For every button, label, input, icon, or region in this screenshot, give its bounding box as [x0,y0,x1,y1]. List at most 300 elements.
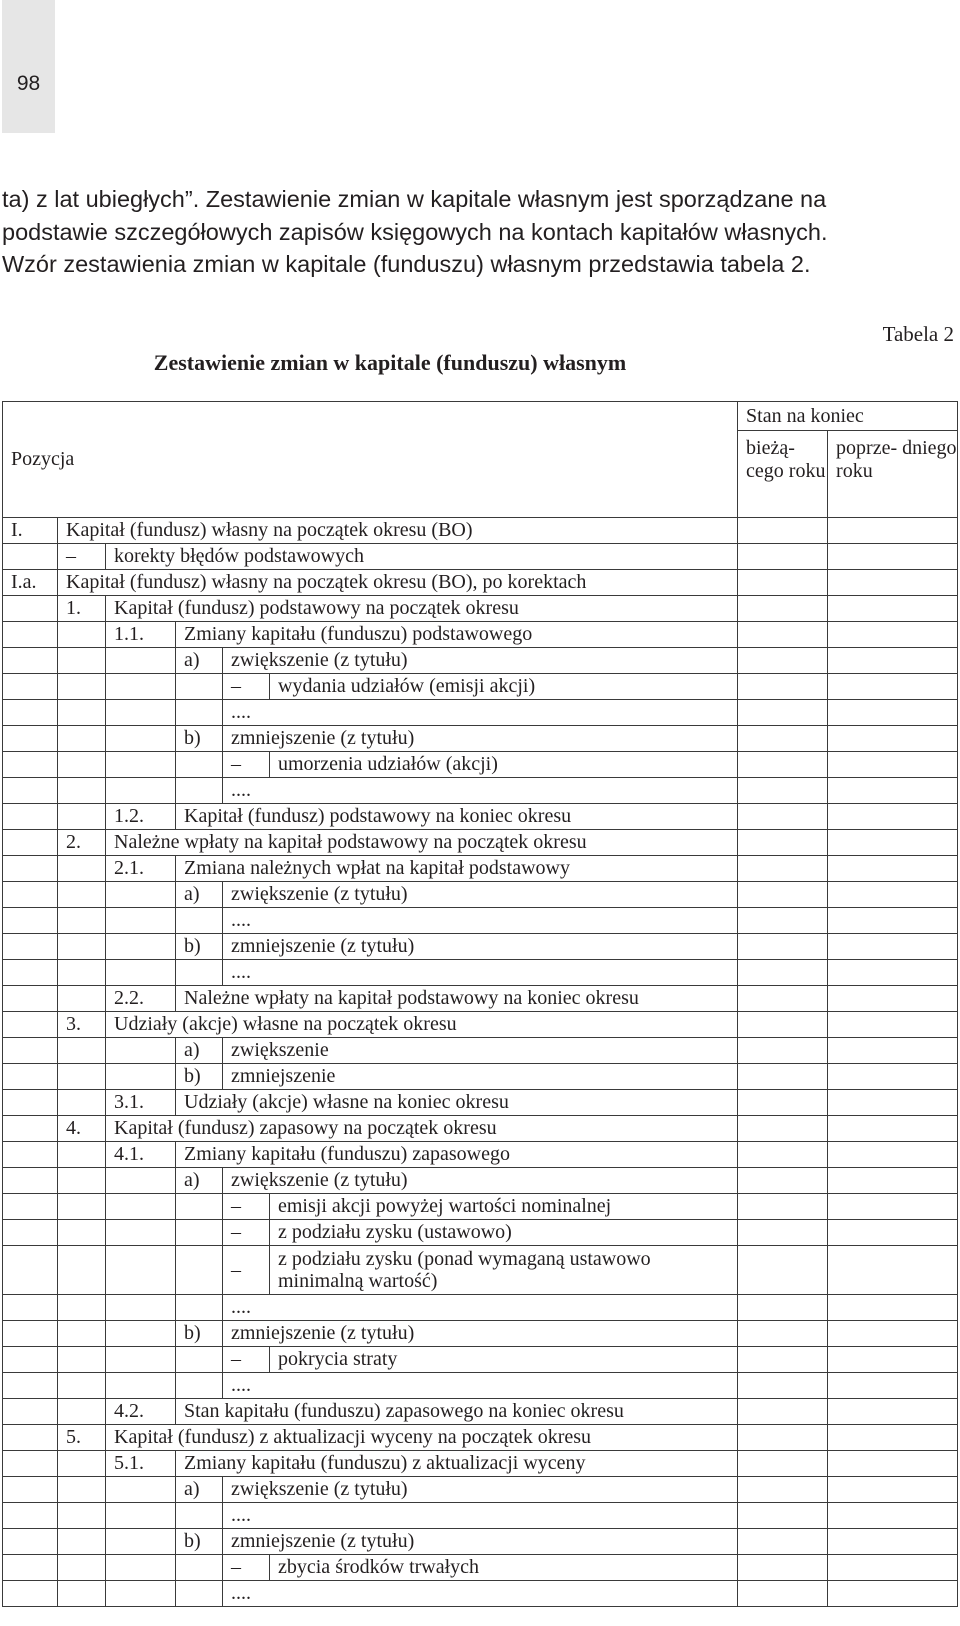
row-number [58,1295,106,1321]
current-year-cell [738,622,828,648]
row-number: 5.1. [106,1451,176,1477]
row-number [58,1503,106,1529]
table-row [3,882,958,908]
row-number [3,856,58,882]
previous-year-cell [828,518,958,544]
row-number [106,1064,176,1090]
row-number [3,752,58,778]
row-number [58,622,106,648]
row-number [176,674,223,700]
previous-year-cell [828,1220,958,1246]
row-number [106,1246,176,1295]
table-row [3,1555,958,1581]
table-row [3,596,958,622]
current-year-cell [738,1142,828,1168]
row-label: Kapitał (fundusz) z aktualizacji wyceny na początek okresu [106,1425,738,1451]
table-row [3,570,958,596]
row-number [176,1246,223,1295]
row-number [58,700,106,726]
row-number [3,1321,58,1347]
table-row [3,648,958,674]
row-number [3,1529,58,1555]
row-number: – [223,674,270,700]
row-number [176,778,223,804]
row-number [106,752,176,778]
table-row [3,960,958,986]
row-label: zbycia środków trwałych [270,1555,738,1581]
row-number: a) [176,1168,223,1194]
current-year-cell [738,752,828,778]
row-number: 2.1. [106,856,176,882]
row-label: zwiększenie (z tytułu) [223,648,738,674]
row-number [58,1581,106,1607]
previous-year-cell [828,908,958,934]
row-number [58,908,106,934]
row-number [3,1503,58,1529]
current-year-cell [738,570,828,596]
row-number: 1.2. [106,804,176,830]
row-number [106,1038,176,1064]
row-number [106,908,176,934]
previous-year-cell [828,804,958,830]
table-title: Zestawienie zmian w kapitale (funduszu) własnym [153,350,627,375]
row-number [3,1373,58,1399]
row-number [176,1503,223,1529]
row-label: .... [223,908,738,934]
row-number [106,1581,176,1607]
row-label: .... [223,1581,738,1607]
row-number [3,1246,58,1295]
row-number: 3. [58,1012,106,1038]
table-row [3,622,958,648]
row-number [176,1347,223,1373]
current-year-cell [738,856,828,882]
table-row [3,1220,958,1246]
current-year-cell [738,882,828,908]
table-row [3,752,958,778]
table-row [3,1321,958,1347]
row-number [3,700,58,726]
current-year-cell [738,674,828,700]
table-row [3,986,958,1012]
previous-year-cell [828,986,958,1012]
row-number [58,804,106,830]
row-number: – [223,1246,270,1295]
row-label: .... [223,1295,738,1321]
row-number: b) [176,1529,223,1555]
table-row [3,908,958,934]
row-number [106,700,176,726]
table-row [3,700,958,726]
previous-year-cell [828,1194,958,1220]
row-label: zmniejszenie (z tytułu) [223,1529,738,1555]
table-row [3,518,958,544]
current-year-cell [738,1399,828,1425]
row-number: 4. [58,1116,106,1142]
row-number [3,1194,58,1220]
row-number [3,648,58,674]
current-year-cell [738,726,828,752]
row-label: Zmiany kapitału (funduszu) zapasowego [176,1142,738,1168]
row-label: Kapitał (fundusz) własny na początek okresu (BO) [58,518,738,544]
row-number [3,596,58,622]
previous-year-cell [828,882,958,908]
row-number [3,1555,58,1581]
row-number [106,1529,176,1555]
previous-year-cell [828,1295,958,1321]
previous-year-cell [828,1321,958,1347]
previous-year-cell [828,1555,958,1581]
row-number: 4.1. [106,1142,176,1168]
row-number [106,674,176,700]
table-row [3,1477,958,1503]
previous-year-cell [828,1373,958,1399]
row-number [3,934,58,960]
row-number [58,1529,106,1555]
table-row [3,1194,958,1220]
current-year-cell [738,1373,828,1399]
row-number [58,1038,106,1064]
row-label: Zmiana należnych wpłat na kapitał podstawowy [176,856,738,882]
row-number: I. [3,518,58,544]
row-number [176,1373,223,1399]
row-number [106,1220,176,1246]
current-year-cell [738,1477,828,1503]
row-number [58,1477,106,1503]
row-number [58,1399,106,1425]
current-year-cell [738,1194,828,1220]
row-number [3,1168,58,1194]
row-number [3,1295,58,1321]
previous-year-cell [828,856,958,882]
row-label: Udziały (akcje) własne na początek okresu [106,1012,738,1038]
row-number: b) [176,1064,223,1090]
table-row [3,1246,958,1295]
current-year-cell [738,934,828,960]
row-number [176,752,223,778]
current-year-cell [738,778,828,804]
row-label: Stan kapitału (funduszu) zapasowego na koniec okresu [176,1399,738,1425]
row-number [106,1168,176,1194]
previous-year-cell [828,1038,958,1064]
row-label: z podziału zysku (ustawowo) [270,1220,738,1246]
previous-year-cell [828,830,958,856]
row-number [58,1168,106,1194]
row-number [106,1295,176,1321]
row-number [58,1321,106,1347]
row-label: zwiększenie (z tytułu) [223,1477,738,1503]
row-number [58,1090,106,1116]
row-number [58,960,106,986]
header-position: Pozycja [3,402,738,518]
previous-year-cell [828,674,958,700]
row-number: 2. [58,830,106,856]
row-label: Udziały (akcje) własne na koniec okresu [176,1090,738,1116]
row-number [3,674,58,700]
row-number [3,882,58,908]
intro-paragraph [2,183,952,281]
row-number [176,1295,223,1321]
table-label: Tabela 2 [882,322,954,346]
previous-year-cell [828,1477,958,1503]
previous-year-cell [828,700,958,726]
current-year-cell [738,518,828,544]
intro-line: podstawie szczegółowych zapisów księgowych na kontach kapitałów własnych. [2,218,828,245]
previous-year-cell [828,648,958,674]
current-year-cell [738,1168,828,1194]
table-row [3,934,958,960]
row-number [3,1038,58,1064]
row-number: – [223,752,270,778]
row-number [3,778,58,804]
previous-year-cell [828,960,958,986]
current-year-cell [738,1220,828,1246]
previous-year-cell [828,596,958,622]
row-label: Kapitał (fundusz) zapasowy na początek okresu [106,1116,738,1142]
row-label: z podziału zysku (ponad wymaganą ustawowo minimalną wartość) [270,1246,738,1295]
row-number: 1.1. [106,622,176,648]
row-number [3,1064,58,1090]
row-number [3,544,58,570]
row-number [58,1220,106,1246]
row-number [58,726,106,752]
row-number [3,622,58,648]
previous-year-cell [828,1142,958,1168]
row-number [106,1477,176,1503]
table-row [3,1090,958,1116]
table-row [3,1503,958,1529]
row-number: b) [176,726,223,752]
current-year-cell [738,908,828,934]
row-number: I.a. [3,570,58,596]
row-number [58,986,106,1012]
previous-year-cell [828,544,958,570]
row-label: Kapitał (fundusz) podstawowy na koniec okresu [176,804,738,830]
table-row [3,1295,958,1321]
current-year-cell [738,1012,828,1038]
table-row [3,1425,958,1451]
row-number [58,934,106,960]
table-row [3,544,958,570]
current-year-cell [738,986,828,1012]
row-number [106,1347,176,1373]
row-number [3,830,58,856]
row-number [3,726,58,752]
row-label: zmniejszenie [223,1064,738,1090]
row-label: .... [223,700,738,726]
row-label: Należne wpłaty na kapitał podstawowy na początek okresu [106,830,738,856]
row-number [3,1399,58,1425]
table-row [3,726,958,752]
row-number [106,960,176,986]
table-row [3,1038,958,1064]
row-number: – [223,1220,270,1246]
row-number [58,778,106,804]
row-number [106,1373,176,1399]
row-number: – [223,1194,270,1220]
table-row [3,1064,958,1090]
current-year-cell [738,1451,828,1477]
row-number [106,1503,176,1529]
row-number [3,1142,58,1168]
table-row [3,778,958,804]
current-year-cell [738,1246,828,1295]
intro-line: Wzór zestawienia zmian w kapitale (funduszu) własnym przedstawia tabela 2. [2,251,811,277]
current-year-cell [738,1555,828,1581]
row-number [106,648,176,674]
row-number [58,1373,106,1399]
previous-year-cell [828,778,958,804]
row-number [3,804,58,830]
previous-year-cell [828,726,958,752]
row-label: .... [223,960,738,986]
row-number [58,648,106,674]
row-number [176,700,223,726]
row-label: umorzenia udziałów (akcji) [270,752,738,778]
row-number: 4.2. [106,1399,176,1425]
row-number [3,1347,58,1373]
row-number: b) [176,934,223,960]
row-number [58,882,106,908]
current-year-cell [738,1581,828,1607]
table-row [3,1581,958,1607]
row-label: .... [223,778,738,804]
row-number: 5. [58,1425,106,1451]
page-number: 98 [16,72,41,95]
row-number [176,1581,223,1607]
table-row [3,1451,958,1477]
table-row [3,1142,958,1168]
row-label: zmniejszenie (z tytułu) [223,934,738,960]
row-number: 1. [58,596,106,622]
current-year-cell [738,648,828,674]
header-row-1 [3,402,958,431]
header-state-at-end: Stan na koniec [738,402,958,431]
row-label: wydania udziałów (emisji akcji) [270,674,738,700]
row-label: .... [223,1503,738,1529]
row-number [176,908,223,934]
row-number: a) [176,1477,223,1503]
previous-year-cell [828,1581,958,1607]
previous-year-cell [828,1116,958,1142]
row-number [106,1194,176,1220]
row-number [58,752,106,778]
previous-year-cell [828,1529,958,1555]
previous-year-cell [828,1246,958,1295]
row-label: zwiększenie [223,1038,738,1064]
table-row [3,856,958,882]
current-year-cell [738,700,828,726]
row-number [58,1451,106,1477]
current-year-cell [738,1425,828,1451]
row-number: 2.2. [106,986,176,1012]
row-number [3,908,58,934]
row-label: emisji akcji powyżej wartości nominalnej [270,1194,738,1220]
previous-year-cell [828,752,958,778]
row-number [106,1321,176,1347]
row-label: korekty błędów podstawowych [106,544,738,570]
table-row [3,830,958,856]
row-label: Zmiany kapitału (funduszu) z aktualizacji wyceny [176,1451,738,1477]
table-row [3,1168,958,1194]
row-number: a) [176,648,223,674]
row-number [106,1555,176,1581]
row-number [3,986,58,1012]
page-number-box [2,0,55,133]
row-number: a) [176,882,223,908]
row-label: zmniejszenie (z tytułu) [223,1321,738,1347]
row-number: – [223,1555,270,1581]
row-number [58,856,106,882]
row-number [3,960,58,986]
row-number: a) [176,1038,223,1064]
row-label: Zmiany kapitału (funduszu) podstawowego [176,622,738,648]
previous-year-cell [828,1503,958,1529]
intro-line: ta) z lat ubiegłych”. Zestawienie zmian w kapitale własnym jest sporządzane na [2,186,827,212]
current-year-cell [738,1116,828,1142]
row-number [106,726,176,752]
previous-year-cell [828,1168,958,1194]
previous-year-cell [828,934,958,960]
row-number [106,934,176,960]
current-year-cell [738,1321,828,1347]
previous-year-cell [828,1451,958,1477]
current-year-cell [738,830,828,856]
row-number: b) [176,1321,223,1347]
current-year-cell [738,960,828,986]
table-row [3,1373,958,1399]
row-number [3,1220,58,1246]
row-number [58,1142,106,1168]
current-year-cell [738,1090,828,1116]
row-number [3,1090,58,1116]
current-year-cell [738,1038,828,1064]
equity-changes-table [2,401,958,1607]
current-year-cell [738,1529,828,1555]
current-year-cell [738,1503,828,1529]
row-number [58,1555,106,1581]
previous-year-cell [828,1425,958,1451]
row-number [3,1116,58,1142]
row-label: .... [223,1373,738,1399]
table-row [3,1012,958,1038]
row-number [176,1220,223,1246]
row-label: zmniejszenie (z tytułu) [223,726,738,752]
row-label: Kapitał (fundusz) własny na początek okresu (BO), po korektach [58,570,738,596]
current-year-cell [738,1064,828,1090]
row-label: pokrycia straty [270,1347,738,1373]
table-row [3,1116,958,1142]
table-row [3,1529,958,1555]
table-row [3,1399,958,1425]
row-number [3,1477,58,1503]
row-number [3,1581,58,1607]
row-label: Należne wpłaty na kapitał podstawowy na koniec okresu [176,986,738,1012]
row-number [106,882,176,908]
previous-year-cell [828,1012,958,1038]
row-number: – [58,544,106,570]
current-year-cell [738,596,828,622]
row-number [58,1347,106,1373]
row-number: 3.1. [106,1090,176,1116]
row-number [3,1012,58,1038]
header-previous-year: poprze- dniego roku [828,431,958,518]
row-number [176,960,223,986]
row-number [176,1194,223,1220]
previous-year-cell [828,1090,958,1116]
previous-year-cell [828,622,958,648]
row-number [58,1246,106,1295]
